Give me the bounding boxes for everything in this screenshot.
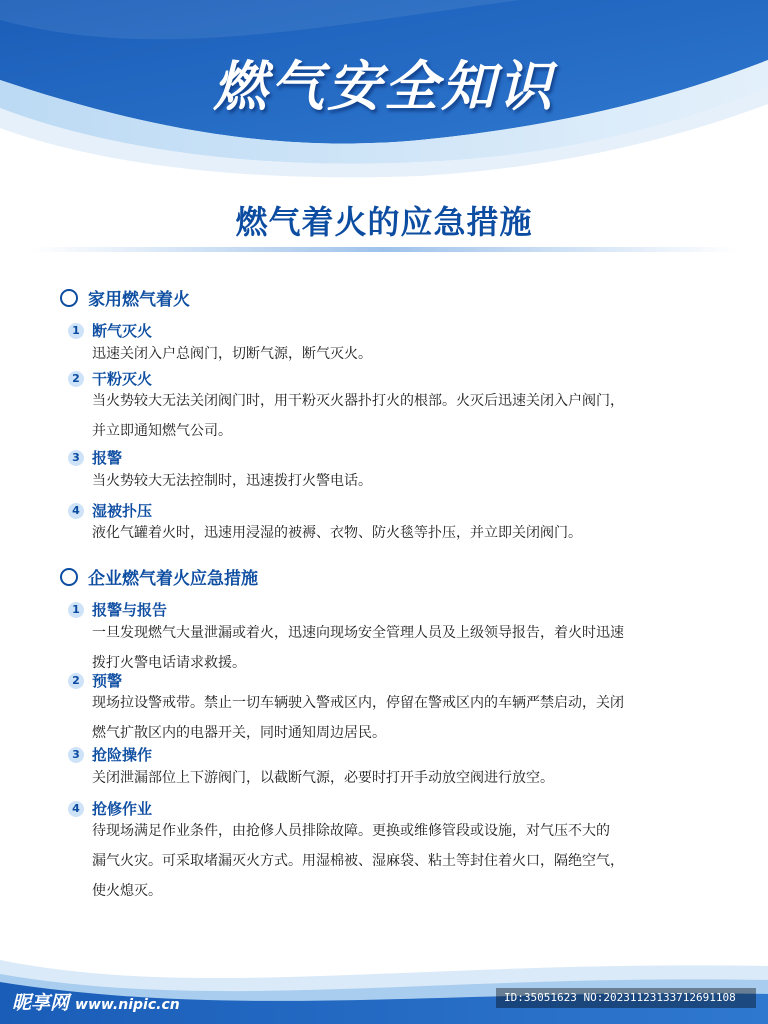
text-line: 现场拉设警戒带。禁止一切车辆驶入警戒区内，停留在警戒区内的车辆严禁启动，关闭	[92, 695, 624, 711]
item-title: 预警	[92, 672, 123, 690]
logo-text: 昵享网	[12, 992, 70, 1014]
number-badge: 2	[68, 673, 84, 689]
item-description	[92, 386, 712, 446]
text-line: 迅速关闭入户总阀门，切断气源，断气灭火。	[92, 346, 372, 362]
text-line: 液化气罐着火时，迅速用浸湿的被褥、衣物、防火毯等扑压，并立即关闭阀门。	[92, 525, 582, 541]
page-subtitle: 燃气着火的应急措施	[235, 203, 533, 241]
text-line: 燃气扩散区内的电器开关，同时通知周边居民。	[92, 725, 386, 741]
text-line: 当火势较大无法关闭阀门时，用干粉灭火器扑打火的根部。火灭后迅速关闭入户阀门，	[92, 393, 624, 409]
item-title: 断气灭火	[92, 322, 153, 340]
number-badge: 1	[68, 323, 84, 339]
item-description	[92, 339, 712, 369]
list-item-title	[68, 744, 152, 765]
item-description	[92, 763, 712, 793]
list-item-title	[68, 599, 167, 620]
item-title: 干粉灭火	[92, 370, 153, 388]
item-description	[92, 466, 712, 496]
text-line: 一旦发现燃气大量泄漏或着火，迅速向现场安全管理人员及上级领导报告，着火时迅速	[92, 625, 624, 641]
number-badge: 2	[68, 371, 84, 387]
section-header-household	[60, 285, 190, 310]
subtitle-underline	[30, 247, 738, 252]
item-description	[92, 688, 712, 748]
logo-url: www.nipic.cn	[75, 997, 180, 1013]
item-description	[92, 618, 712, 678]
item-description	[92, 816, 712, 906]
item-title: 报警	[92, 449, 123, 467]
list-item-title	[68, 447, 122, 468]
number-badge: 1	[68, 602, 84, 618]
text-line: 当火势较大无法控制时，迅速拨打火警电话。	[92, 473, 372, 489]
number-badge: 4	[68, 503, 84, 519]
item-title: 报警与报告	[92, 601, 168, 619]
text-line: 拨打火警电话请求救援。	[92, 655, 246, 671]
number-badge: 3	[68, 747, 84, 763]
item-title: 湿被扑压	[92, 502, 153, 520]
page-title: 燃气安全知识	[213, 55, 555, 118]
text-line: 待现场满足作业条件，由抢修人员排除故障。更换或维修管段或设施，对气压不大的	[92, 823, 610, 839]
item-title: 抢险操作	[92, 746, 153, 764]
item-title: 抢修作业	[92, 800, 153, 818]
circle-icon	[60, 568, 78, 586]
watermark: ID:35051623 NO:20231123133712691108	[496, 988, 756, 1008]
number-badge: 4	[68, 801, 84, 817]
section-header-enterprise	[60, 564, 258, 589]
item-description	[92, 518, 712, 548]
section-title: 企业燃气着火应急措施	[88, 569, 258, 589]
number-badge: 3	[68, 450, 84, 466]
site-logo	[12, 988, 180, 1015]
text-line: 并立即通知燃气公司。	[92, 423, 232, 439]
text-line: 漏气火灾。可采取堵漏灭火方式。用湿棉被、湿麻袋、粘土等封住着火口，隔绝空气，	[92, 853, 624, 869]
text-line: 关闭泄漏部位上下游阀门，以截断气源，必要时打开手动放空阀进行放空。	[92, 770, 554, 786]
list-item-title	[68, 320, 152, 341]
circle-icon	[60, 289, 78, 307]
section-title: 家用燃气着火	[88, 290, 190, 310]
text-line: 使火熄灭。	[92, 883, 162, 899]
